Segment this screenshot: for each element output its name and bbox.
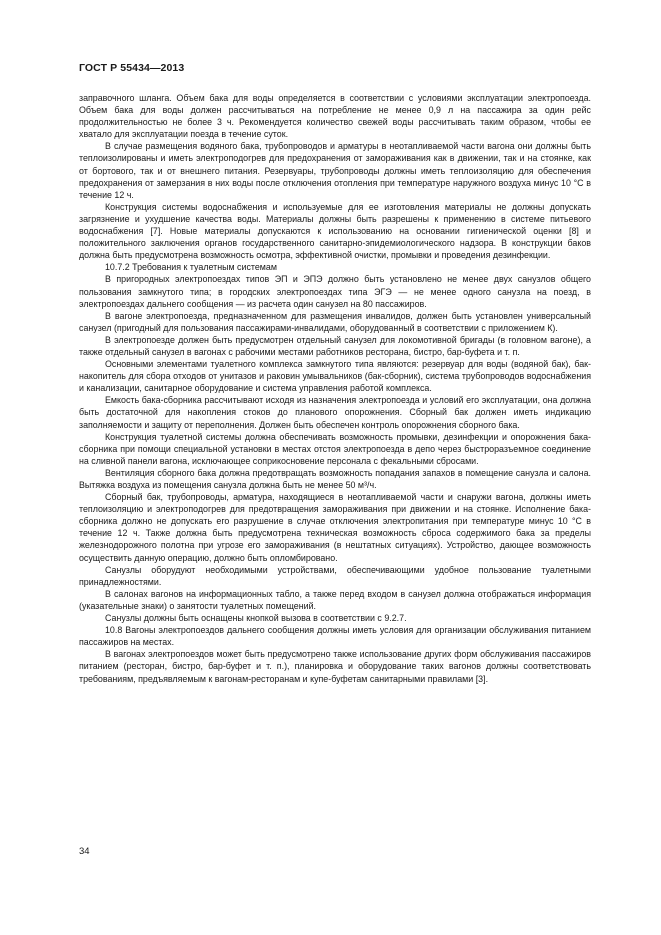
paragraph-call-button: Санузлы должны быть оснащены кнопкой вызова в соответствии с 9.2.7. xyxy=(105,613,407,624)
paragraph-universal-toilet: В вагоне электропоезда, предназначенном для размещения инвалидов, должен быть установлен универсальный санузел (пригодный для пользования пассажирами-инвалидами, оборудованный в соответствии с приложением К). xyxy=(79,310,591,333)
paragraph-water-tank-volume: заправочного шланга. Объем бака для воды определяется в соответствии с условиями эксплуатации электропоезда. Объем бака для воды должен рассчитываться на потребление не менее 0,9 л на пассажира за один рейс продолжительностью не более 3 ч. Рекомендуется количество свежей воды рассчитывать таким образом, чтобы ее хватало для эксплуатации поезда в течение суток. xyxy=(79,93,591,140)
paragraph-collector-capacity: Емкость бака-сборника рассчитывают исходя из назначения электропоезда и условий его эксплуатации, она должна быть достаточной для накопления стоков до планового опорожнения. Сборный бак должен иметь индикацию заполняемости и защиту от переполнения. Должен быть обеспечен контроль опорожнения сборного бака. xyxy=(79,395,591,430)
paragraph-crew-toilet: В электропоезде должен быть предусмотрен отдельный санузел для локомотивной бригады (в головном вагоне), а также отдельный санузел в вагонах с рабочими местами работников ресторана, бистро, бар-буфета и т. п. xyxy=(79,334,591,357)
paragraph-collector-insulation: Сборный бак, трубопроводы, арматура, находящиеся в неотапливаемой части и снаружи вагона, должны иметь теплоизоляцию и электроподогрев для предотвращения замораживания при движении и на стоянке. Исполнение бака-сборника должно не допускать его разрушение в случае отключения электропитания при температуре минус 10 °С в течение 12 ч. Также должна быть предусмотрена техническая возможность сброса содержимого бака за пределы железнодорожного полотна при угрозе его замораживания (в нештатных ситуациях). Устройство, дающее возможность осуществить данную операцию, должно быть опломбировано. xyxy=(79,492,591,563)
paragraph-toilet-devices: Санузлы оборудуют необходимыми устройствами, обеспечивающими удобное пользование туалетными принадлежностями. xyxy=(79,564,591,587)
paragraph-toilet-elements: Основными элементами туалетного комплекса замкнутого типа являются: резервуар для воды (водяной бак), бак-накопитель для сбора отходов от унитазов и раковин умывальников (бак-сборник), система трубопроводов водоснабжения и канализации, санитарное оборудование и система управления работой комплекса. xyxy=(79,359,591,394)
paragraph-toilet-count: В пригородных электропоездах типов ЭП и ЭПЭ должно быть установлено не менее двух санузлов общего пользования замкнутого типа; в городских электропоездах типа ЭГЭ — не менее одного санузла на поезд, в электропоездах дальнего сообщения — из расчета один санузел на 80 пассажиров. xyxy=(79,274,591,309)
paragraph-ventilation: Вентиляция сборного бака должна предотвращать возможность попадания запахов в помещение санузла и салона. Вытяжка воздуха из помещения санузла должна быть не менее 50 м³/ч. xyxy=(79,467,591,490)
section-paragraph-catering: 10.8 Вагоны электропоездов дальнего сообщения должны иметь условия для организации обслуживания питанием пассажиров на местах. xyxy=(79,625,591,648)
section-heading-toilet-systems: 10.7.2 Требования к туалетным системам xyxy=(105,262,277,273)
document-body xyxy=(79,92,591,685)
paragraph-tank-insulation: В случае размещения водяного бака, трубопроводов и арматуры в неотапливаемой части вагона они должны быть теплоизолированы и иметь электроподогрев для предохранения от замораживания как в движении, так и на стоянке, как от бортового, так и от внешнего питания. Резервуары, трубопроводы должны иметь теплоизоляцию для обеспечения предохранения от замерзания в них воды после отключения отопления при температуре наружного воздуха минус 10 °С в течение 12 ч. xyxy=(79,141,591,200)
paragraph-water-materials: Конструкция системы водоснабжения и используемые для ее изготовления материалы не должны допускать загрязнение и ухудшение качества воды. Материалы должны быть разрешены к применению в системе питьевого водоснабжения [7]. Новые материалы допускаются к использованию на основании гигиенической оценки [8] и положительного заключения органов государственного санитарно-эпидемиологического надзора. В конструкции баков должна быть предусмотрена возможность осмотра, эффективной очистки, промывки и проведения дезинфекции. xyxy=(79,201,591,261)
paragraph-toilet-construction: Конструкция туалетной системы должна обеспечивать возможность промывки, дезинфекции и опорожнения бака-сборника при помощи специальной установки в местах отстоя электропоезда в депо через быстроразъемное соединение на сливной панели вагона, исключающее соприкосновение персонала с фекальными сбросами. xyxy=(79,431,591,466)
document-header: ГОСТ Р 55434—2013 xyxy=(79,62,185,74)
paragraph-occupancy-info: В салонах вагонов на информационных табло, а также перед входом в санузел должна отображаться информация (указательные знаки) о занятости туалетных помещений. xyxy=(79,588,591,611)
page-number: 34 xyxy=(79,846,90,857)
paragraph-catering-forms: В вагонах электропоездов может быть предусмотрено также использование других форм обслуживания пассажиров питанием (ресторан, бистро, бар-буфет и т. п.), планировка и оборудование таких вагонов должны соответствовать требованиям, предъявляемым к вагонам-ресторанам и купе-буфетам санитарными правилами [3]. xyxy=(79,649,591,684)
